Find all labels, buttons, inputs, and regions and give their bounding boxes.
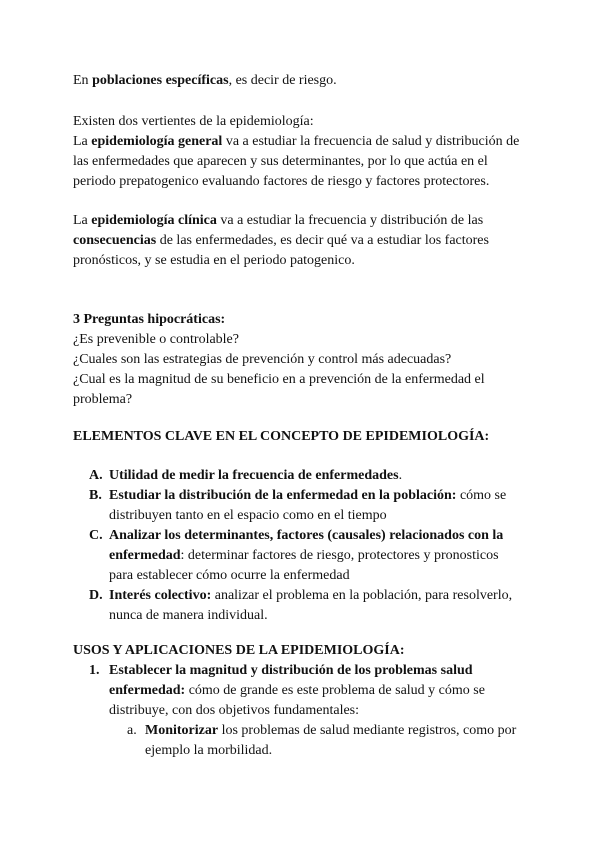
- elemento-c-line-3: para establecer cómo ocurre la enfermedad: [109, 568, 350, 583]
- elemento-b: [73, 486, 543, 526]
- general-bold: epidemiología general: [91, 134, 223, 149]
- elemento-d-line-1: [109, 586, 543, 606]
- elemento-c-line-1: [109, 526, 543, 546]
- intro-line: [73, 71, 533, 91]
- clinica-line2-text: de las enfermedades, es decir qué va a estudiar los factores: [156, 233, 489, 248]
- elemento-d-marker: D.: [89, 588, 103, 603]
- preguntas-heading: [73, 310, 543, 330]
- elemento-a-line: [109, 466, 543, 486]
- preguntas-section: [73, 310, 543, 410]
- uso-1-line-1: [109, 661, 543, 681]
- intro-bold: poblaciones específicas: [92, 73, 229, 88]
- elemento-b-line-1: [109, 486, 543, 506]
- uso-1-marker: 1.: [89, 663, 100, 678]
- elementos-heading: [73, 427, 543, 447]
- usos-heading-line: [73, 641, 543, 661]
- elemento-d-bold: Interés colectivo:: [109, 588, 212, 603]
- uso-1: [73, 661, 543, 721]
- vertientes-general-paragraph: [73, 112, 543, 192]
- pregunta-3-line-2: problema?: [73, 392, 133, 407]
- elemento-d-line-2: nunca de manera individual.: [109, 608, 268, 623]
- uso-1-line-2: [109, 681, 543, 701]
- clinica-pre: La: [73, 213, 92, 228]
- uso-1-bold2: enfermedad:: [109, 683, 186, 698]
- uso-1-bold1: Establecer la magnitud y distribución de los problemas salud: [109, 663, 473, 678]
- pregunta-1: ¿Es prevenible o controlable?: [73, 332, 239, 347]
- usos-list: [73, 661, 543, 761]
- uso-1-rest1: cómo de grande es este problema de salud y cómo se: [185, 683, 485, 698]
- elemento-c-line-2: [109, 546, 543, 566]
- elementos-list: [73, 466, 543, 626]
- intro-paragraph: [73, 71, 533, 91]
- elemento-b-bold: Estudiar la distribución de la enfermedad en la población:: [109, 488, 457, 503]
- uso-1-sub-a-line-2: ejemplo la morbilidad.: [145, 743, 273, 758]
- elemento-d-rest1: analizar el problema en la población, para resolverlo,: [211, 588, 513, 603]
- clinica-bold2: consecuencias: [73, 233, 157, 248]
- elemento-c: [73, 526, 543, 586]
- preguntas-heading-text: 3 Preguntas hipocráticas:: [73, 312, 226, 327]
- elemento-b-line-2: distribuyen tanto en el espacio como en el tiempo: [109, 508, 387, 523]
- uso-1-line-3: distribuye, con dos objetivos fundamentales:: [109, 703, 360, 718]
- clinica-line-1: [73, 211, 543, 231]
- general-pre: La: [73, 134, 92, 149]
- elemento-c-rest1: : determinar factores de riesgo, protectores y pronosticos: [180, 548, 499, 563]
- elemento-a-marker: A.: [89, 468, 103, 483]
- vertientes-heading: Existen dos vertientes de la epidemiología:: [73, 114, 314, 129]
- usos-heading-text: USOS Y APLICACIONES DE LA EPIDEMIOLOGÍA:: [73, 643, 405, 658]
- intro-pre: En: [73, 73, 93, 88]
- pregunta-3-line-1: ¿Cual es la magnitud de su beneficio en a prevención de la enfermedad el: [73, 372, 485, 387]
- elemento-a-rest: .: [398, 468, 403, 483]
- pregunta-2: ¿Cuales son las estrategias de prevención y control más adecuadas?: [73, 352, 452, 367]
- elemento-a: [73, 466, 543, 486]
- elemento-b-marker: B.: [89, 488, 102, 503]
- elemento-c-bold2: enfermedad: [109, 548, 181, 563]
- intro-post: , es decir de riesgo.: [228, 73, 337, 88]
- general-line-2: las enfermedades que aparecen y sus determinantes, por lo que actúa en el: [73, 154, 488, 169]
- clinica-paragraph: [73, 211, 543, 271]
- general-line1-text: va a estudiar la frecuencia de salud y distribución de: [222, 134, 520, 149]
- uso-1-sub-a-marker: a.: [127, 723, 137, 738]
- elementos-heading-line: [73, 427, 543, 447]
- clinica-line-3: pronósticos, y se estudia en el periodo patogenico.: [73, 253, 355, 268]
- general-line-1: [73, 132, 543, 152]
- elemento-c-marker: C.: [89, 528, 103, 543]
- clinica-line1-text: va a estudiar la frecuencia y distribución de las: [216, 213, 484, 228]
- elemento-a-bold: Utilidad de medir la frecuencia de enfermedades: [109, 468, 399, 483]
- elementos-heading-text: ELEMENTOS CLAVE EN EL CONCEPTO DE EPIDEMIOLOGÍA:: [73, 429, 490, 444]
- elemento-d: [73, 586, 543, 626]
- clinica-line-2: [73, 231, 543, 251]
- uso-1-sub-a: [73, 721, 543, 761]
- uso-1-sub-a-bold: Monitorizar: [145, 723, 219, 738]
- elemento-c-bold1: Analizar los determinantes, factores (causales) relacionados con la: [109, 528, 504, 543]
- uso-1-sub-a-line-1: [145, 721, 543, 741]
- clinica-bold: epidemiología clínica: [91, 213, 217, 228]
- uso-1-sub-a-rest1: los problemas de salud mediante registros, como por: [218, 723, 517, 738]
- general-line-3: periodo prepatogenico evaluando factores de riesgo y factores protectores.: [73, 174, 490, 189]
- usos-heading: [73, 641, 543, 661]
- elemento-b-rest1: cómo se: [456, 488, 507, 503]
